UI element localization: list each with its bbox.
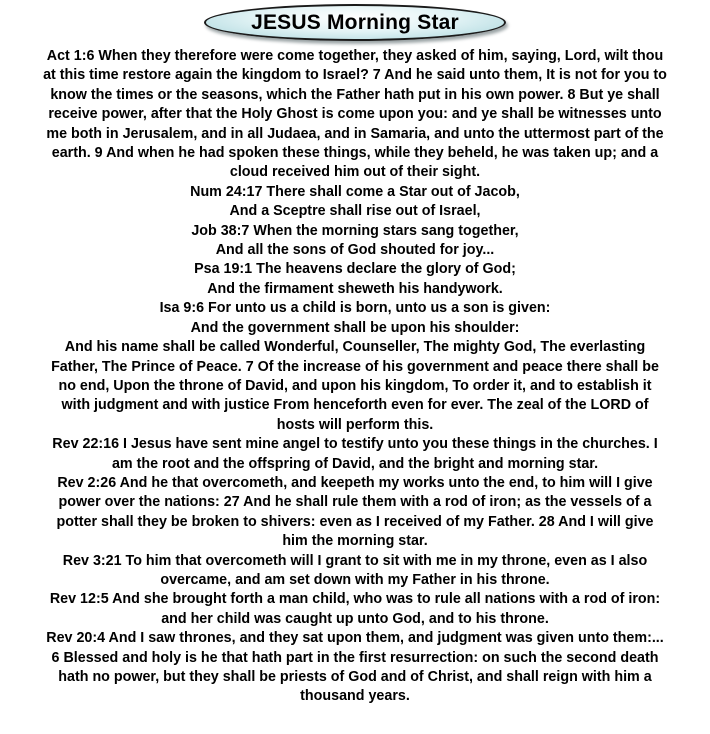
text-line: am the root and the offspring of David, and the bright and morning star. (111, 455, 599, 472)
text-line: Job 38:7 When the morning stars sang together, (191, 222, 519, 239)
text-line: no end, Upon the throne of David, and upon his kingdom, To order it, and to establish it (58, 377, 652, 394)
text-line: And all the sons of God shouted for joy... (215, 242, 495, 259)
text-line: receive power, after that the Holy Ghost is come upon you: and ye shall be witnesses unto (48, 106, 662, 123)
text-line: with judgment and with justice From henceforth even for ever. The zeal of the LORD of (61, 397, 649, 414)
text-line: thousand years. (300, 688, 410, 705)
text-line: Rev 22:16 I Jesus have sent mine angel to testify unto you these things in the churches. I (52, 436, 658, 453)
text-line: at this time restore again the kingdom to Israel? 7 And he said unto them, It is not for you to (43, 67, 667, 84)
text-line: 6 Blessed and holy is he that hath part in the first resurrection: on such the second death (51, 649, 659, 666)
text-line: And the firmament sheweth his handywork. (207, 280, 503, 297)
text-line: Psa 19:1 The heavens declare the glory of God; (194, 261, 516, 278)
text-line: And the government shall be upon his shoulder: (190, 319, 520, 336)
text-line: Act 1:6 When they therefore were come together, they asked of him, saying, Lord, wilt thou (46, 48, 664, 64)
text-line: power over the nations: 27 And he shall rule them with a rod of iron; as the vessels of a (58, 494, 652, 511)
text-line: cloud received him out of their sight. (229, 164, 481, 181)
text-line: Isa 9:6 For unto us a child is born, unto us a son is given: (159, 300, 551, 317)
text-line: Num 24:17 There shall come a Star out of Jacob, (190, 183, 520, 200)
title-banner (0, 4, 710, 41)
text-line: earth. 9 And when he had spoken these things, while they beheld, he was taken up; and a (51, 145, 659, 162)
text-line: him the morning star. (282, 533, 428, 550)
text-line: hath no power, but they shall be priests of God and of Christ, and shall reign with him a (58, 669, 652, 685)
text-line: Rev 2:26 And he that overcometh, and keepeth my works unto the end, to him will I give (57, 474, 653, 491)
text-line: And a Sceptre shall rise out of Israel, (229, 203, 481, 220)
text-line: and her child was caught up unto God, and to his throne. (161, 610, 549, 627)
text-line: me both in Jerusalem, and in all Judaea, and in Samaria, and unto the uttermost part of the (46, 125, 664, 142)
text-line: Father, The Prince of Peace. 7 Of the increase of his government and peace there shall be (51, 358, 659, 375)
page-title: JESUS Morning Star (204, 4, 506, 41)
text-line: potter shall they be broken to shivers: even as I received of my Father. 28 And I will give (56, 513, 654, 530)
text-line: Rev 20:4 And I saw thrones, and they sat upon them, and judgment was given unto them:... (46, 630, 664, 647)
text-line: hosts will perform this. (276, 416, 434, 433)
text-line: Rev 3:21 To him that overcometh will I grant to sit with me in my throne, even as I also (62, 552, 648, 569)
scripture-text (2, 47, 708, 707)
text-line: overcame, and am set down with my Father in his throne. (160, 571, 550, 588)
text-line: And his name shall be called Wonderful, Counseller, The mighty God, The everlasting (64, 339, 646, 356)
text-line: Rev 12:5 And she brought forth a man child, who was to rule all nations with a rod of iron: (49, 591, 661, 608)
text-line: know the times or the seasons, which the Father hath put in his own power. 8 But ye shall (50, 86, 660, 103)
